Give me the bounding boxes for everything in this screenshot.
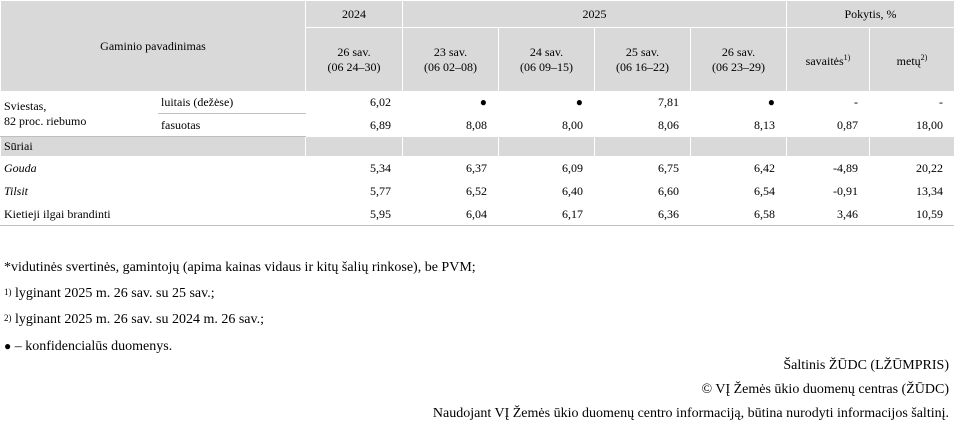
table-cell: 8,08 <box>403 114 499 137</box>
usage-notice: Naudojant VĮ Žemės ūkio duomenų centro informaciją, būtina nurodyti informacijos šaltinį. <box>432 406 949 421</box>
table-cell: 6,42 <box>691 157 787 180</box>
row-label: Gouda <box>1 157 306 180</box>
footnote-1: $^{1)}$ lyginant 2025 m. 26 sav. su 25 sav.; <box>4 286 215 301</box>
footnote-general: *vidutinės svertinės, gamintojų (apima kainas vidaus ir kitų šalių rinkose), be PVM; <box>4 260 476 275</box>
table-cell: 8,06 <box>595 114 691 137</box>
product-column-header: Gaminio pavadinimas <box>1 1 306 92</box>
table-cell: 6,36 <box>595 203 691 226</box>
week-header: 26 sav. (06 24–30) <box>306 28 403 92</box>
table-cell: 7,81 <box>595 92 691 114</box>
week-header: 26 sav. (06 23–29) <box>691 28 787 92</box>
table-cell: ● <box>403 92 499 114</box>
footnote-2: $^{2)}$ lyginant 2025 m. 26 sav. su 2024 m. 26 sav.; <box>4 312 265 327</box>
table-cell: 6,58 <box>691 203 787 226</box>
table-cell: 6,60 <box>595 180 691 203</box>
table-cell: 18,00 <box>870 114 954 137</box>
yearly-change-header: metų$^{2)}$ <box>870 28 954 92</box>
table-cell: -0,91 <box>787 180 870 203</box>
change-header: Pokytis, % <box>787 1 954 28</box>
copyright-line: © VĮ Žemės ūkio duomenų centras (ŽŪDC) <box>701 382 949 397</box>
table-cell: 0,87 <box>787 114 870 137</box>
row-label: fasuotas <box>158 114 306 137</box>
table-cell: 13,34 <box>870 180 954 203</box>
table-cell: 8,00 <box>499 114 595 137</box>
week-header: 23 sav. (06 02–08) <box>403 28 499 92</box>
table-cell: ● <box>499 92 595 114</box>
table-cell: -4,89 <box>787 157 870 180</box>
table-cell: 6,52 <box>403 180 499 203</box>
table-cell: - <box>870 92 954 114</box>
source-line: Šaltinis ŽŪDC (LŽŪMPRIS) <box>783 358 949 373</box>
butter-label: Sviestas, 82 proc. riebumo <box>1 92 158 137</box>
week-header: 25 sav. (06 16–22) <box>595 28 691 92</box>
table-cell: 6,17 <box>499 203 595 226</box>
footnote-confidential: ● – konfidencialūs duomenys. <box>4 339 173 354</box>
table-cell: 3,46 <box>787 203 870 226</box>
table-cell: 6,02 <box>306 92 403 114</box>
table-cell: 8,13 <box>691 114 787 137</box>
table-cell: 5,95 <box>306 203 403 226</box>
table-cell: 5,77 <box>306 180 403 203</box>
table-cell: 6,75 <box>595 157 691 180</box>
row-label: luitais (dežėse) <box>158 92 306 114</box>
row-label: Tilsit <box>1 180 306 203</box>
row-label: Kietieji ilgai brandinti <box>1 203 306 226</box>
year-2025-header: 2025 <box>403 1 787 28</box>
table-cell: - <box>787 92 870 114</box>
table-cell: 6,09 <box>499 157 595 180</box>
table-cell: 10,59 <box>870 203 954 226</box>
footnotes <box>4 255 476 360</box>
year-2024-header: 2024 <box>306 1 403 28</box>
section-title: Sūriai <box>1 137 306 157</box>
table-cell: 6,89 <box>306 114 403 137</box>
source-block <box>433 354 949 426</box>
table-cell: 6,37 <box>403 157 499 180</box>
table-cell: 6,54 <box>691 180 787 203</box>
table-cell: 6,40 <box>499 180 595 203</box>
week-header: 24 sav. (06 09–15) <box>499 28 595 92</box>
weekly-change-header: savaitės$^{1)}$ <box>787 28 870 92</box>
table-cell: 5,34 <box>306 157 403 180</box>
table-cell: 20,22 <box>870 157 954 180</box>
table-cell: ● <box>691 92 787 114</box>
table-cell: 6,04 <box>403 203 499 226</box>
